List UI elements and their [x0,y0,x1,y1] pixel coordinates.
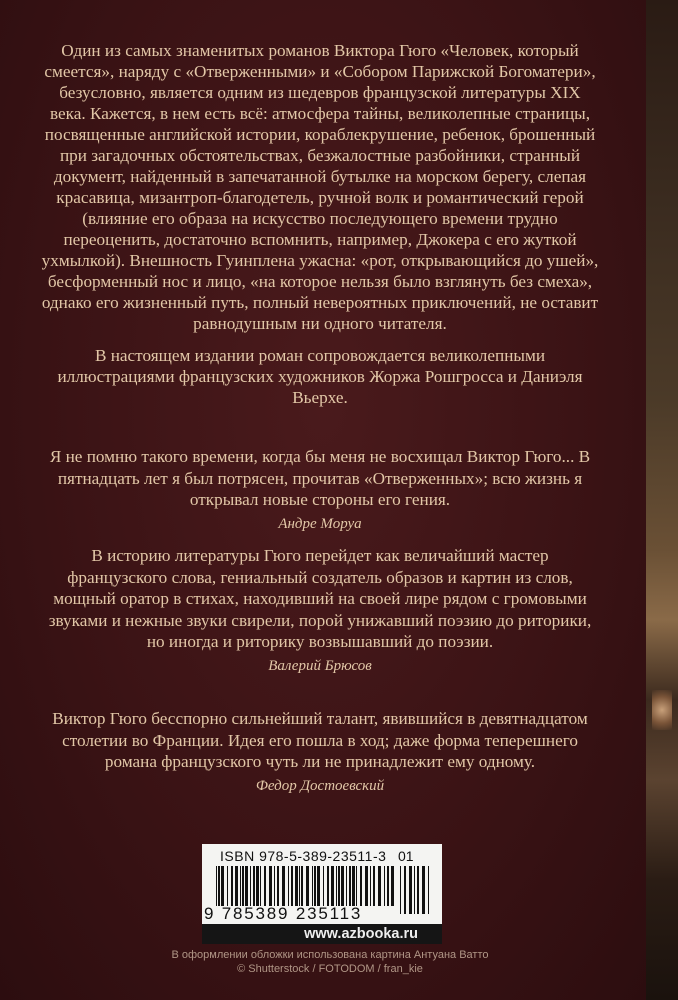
quote-block [40,708,600,797]
quote-text: В историю литературы Гюго перейдет как величайший мастер французского слова, гениальный создатель образов и картин из слов, мощный оратор в стихах, находивший на своей лире рядом с громовыми звуками и нежные звуки свирели, порой унижавший поэзию до риторики, но иногда и риторику возвышавший до поэзии. [48,546,592,651]
quote-author: Федор Достоевский [255,777,385,794]
quote-author: Валерий Брюсов [268,657,372,674]
quote-block [40,545,600,677]
book-description [40,40,600,419]
cover-painting-edge [646,0,678,1000]
description-paragraph: Один из самых знаменитых романов Виктора Гюго «Человек, который смеется», наряду с «Отверженными» и «Собором Парижской Богоматери», безусловно, является одним из шедевров французской литературы XIX века. Кажется, в нем есть всё: атмосфера тайны, великолепные страницы, посвященные английской истории, кораблекрушение, ребенок, брошенный при загадочных обстоятельствах, безжалостные разбойники, странный документ, найденный в запечатанной бутылке на морском берегу, слепая красавица, мизантроп-благодетель, ручной волк и романтический герой (влияние его образа на искусство последующего времени трудно переоценить, достаточно вспомнить, например, Джокера с его жуткой ухмылкой). Внешность Гуинплена ужасна: «рот, открывающийся до ушей», бесформенный нос и лицо, «на которое нельзя было взглянуть без смеха», однако его жизненный путь, полный невероятных приключений, не оставит равнодушным ни одного читателя. [41,41,599,333]
description-paragraph: В настоящем издании роман сопровождается великолепными иллюстрациями французских художников Жоржа Рошгросса и Даниэля Вьерхе. [57,346,583,407]
barcode-panel [202,844,442,944]
credits-line: © Shutterstock / FOTODOM / fran_kie [237,963,423,975]
quote-block [40,446,600,535]
barcode-digits: 9 785389 235113 [204,904,363,923]
cover-credits [140,948,520,976]
quote-author: Андре Моруа [278,515,362,532]
isbn-label: ISBN 978-5-389-23511-3 [220,848,387,864]
credits-line: В оформлении обложки использована картина Антуана Ватто [171,949,489,961]
publisher-url: www.azbooka.ru [202,924,442,944]
quote-text: Виктор Гюго бесспорно сильнейший талант, явившийся в девятнадцатом столетии во Франции. Идея его пошла в ход; даже форма теперешнего романа французского чуть ли не принадлежит ему одному. [52,709,588,771]
barcode-icon [216,866,394,906]
issue-number: 01 [398,848,414,864]
quote-text: Я не помню такого времени, когда бы меня не восхищал Виктор Гюго... В пятнадцать лет я был потрясен, прочитав «Отверженных»; всю жизнь я открывал новые стороны его гения. [49,447,591,509]
barcode-addon-icon [400,866,430,914]
